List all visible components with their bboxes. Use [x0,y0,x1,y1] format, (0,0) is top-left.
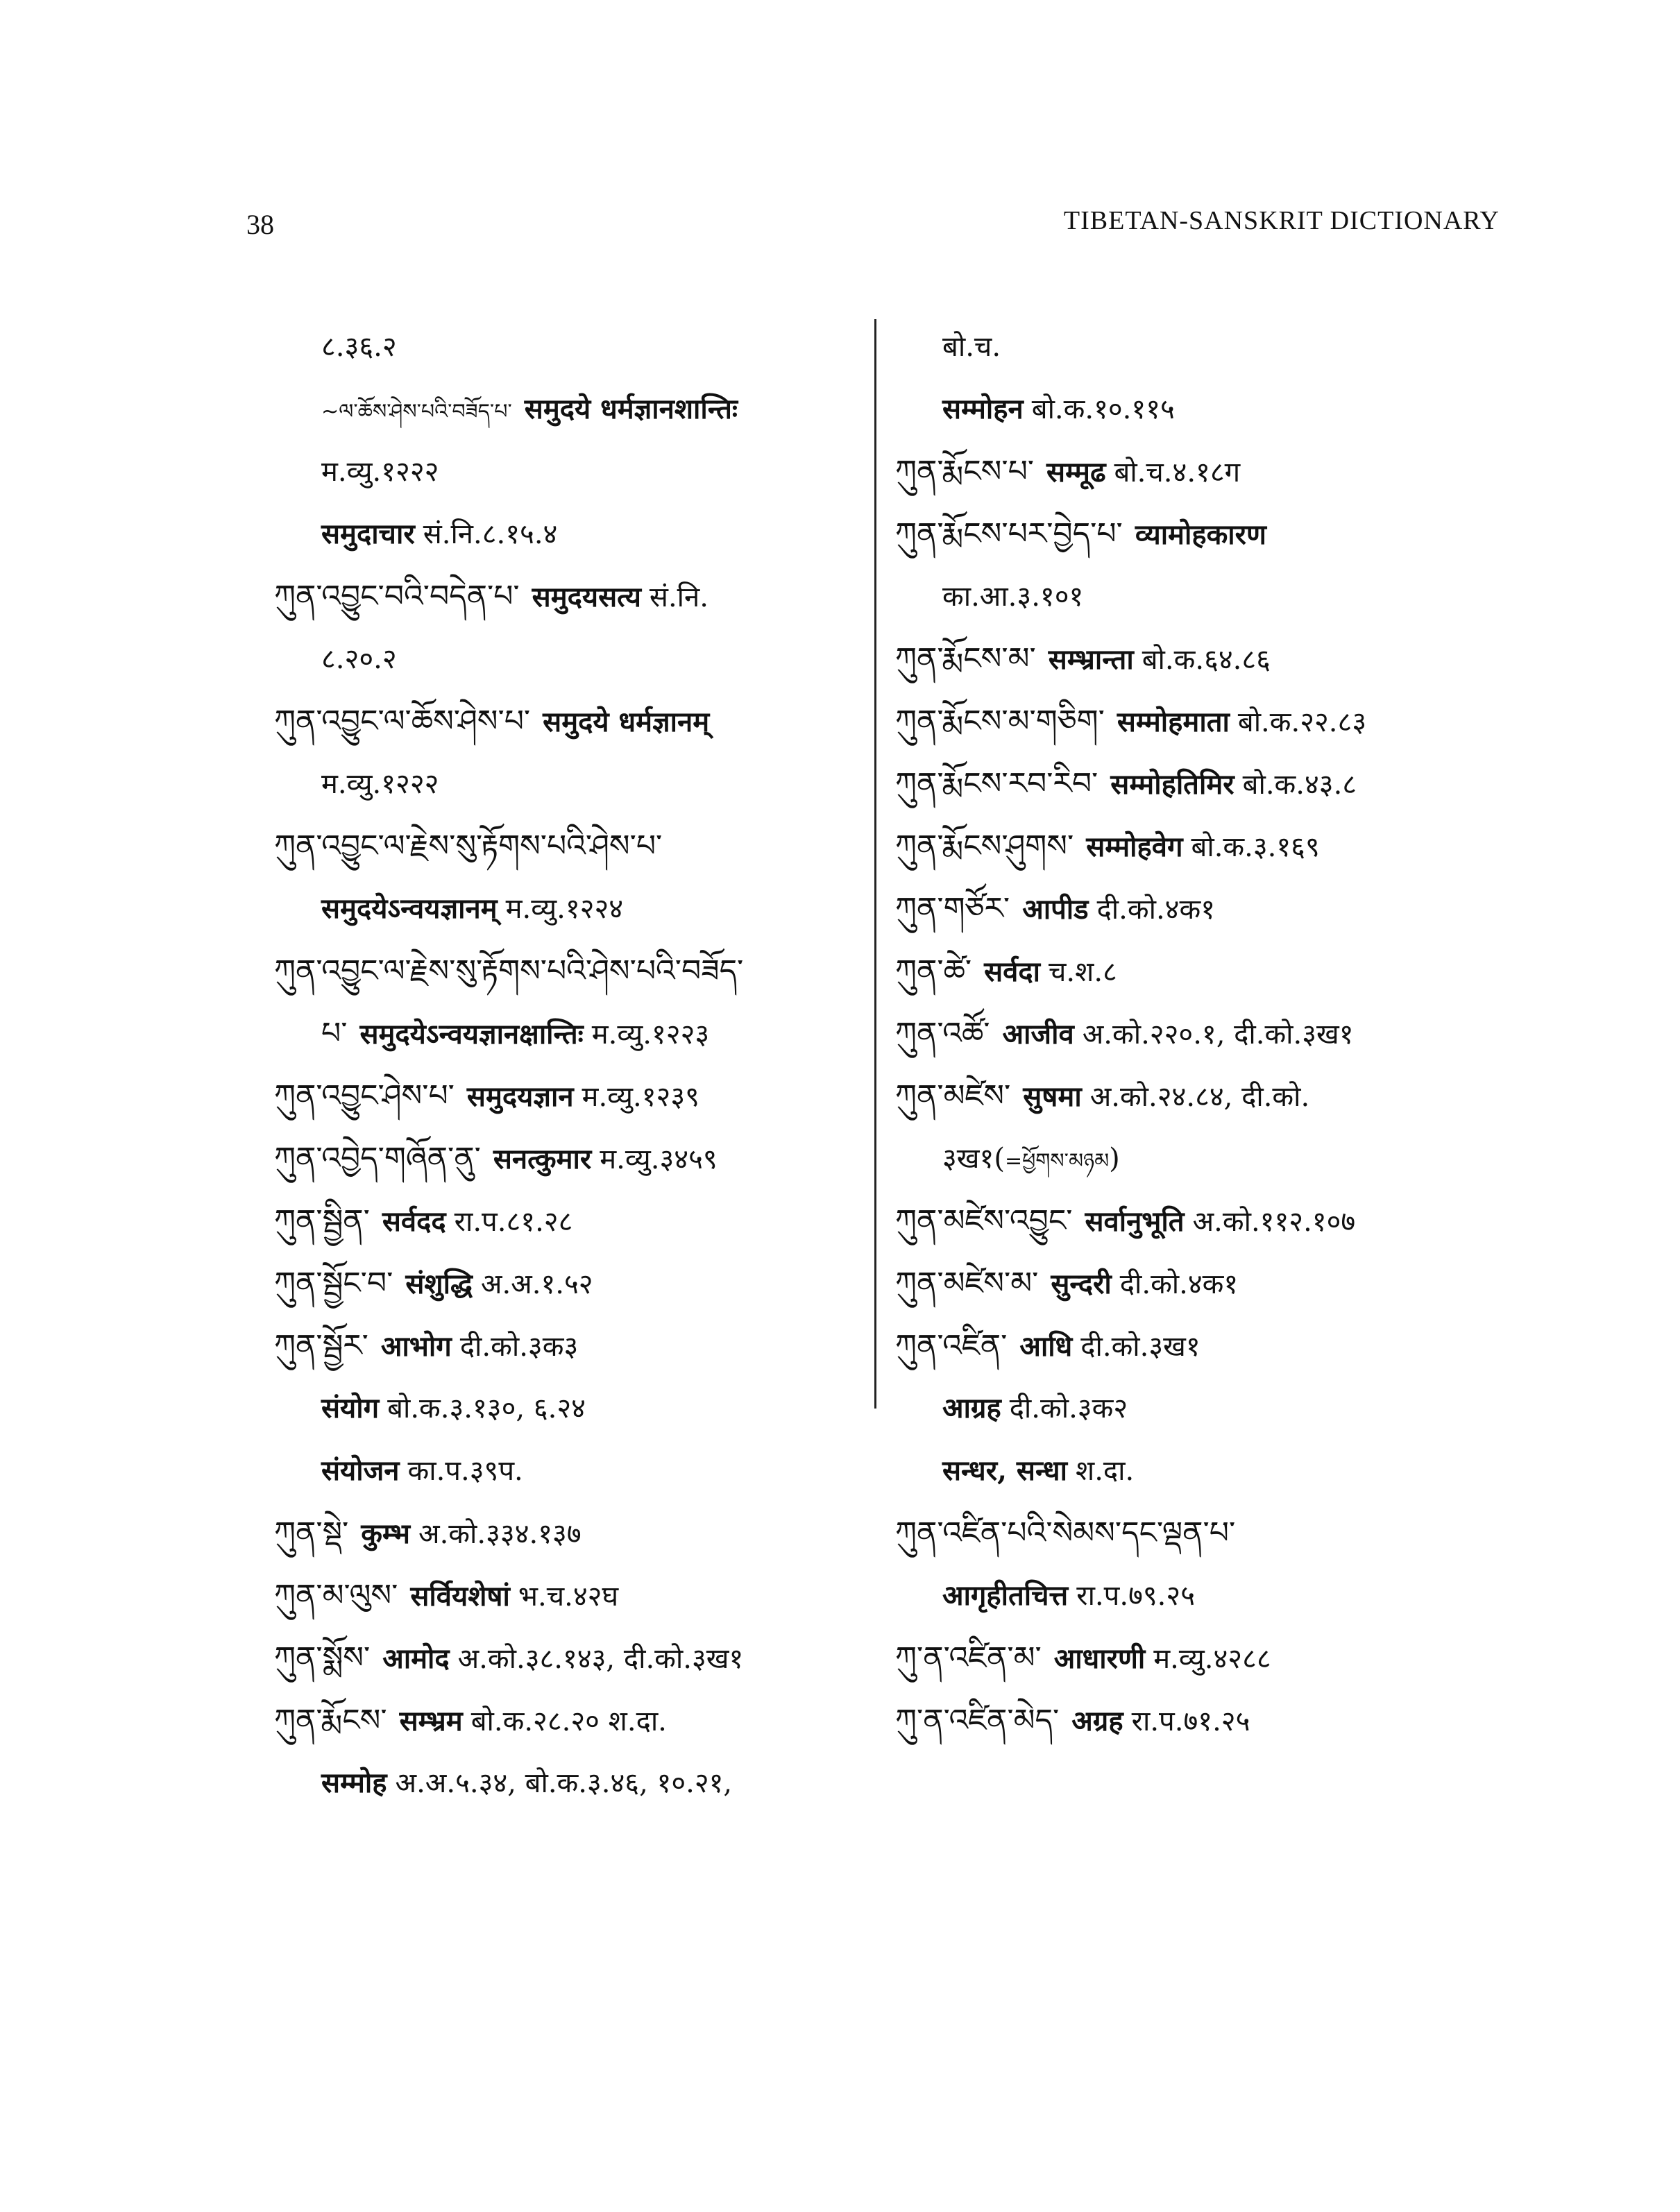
source-reference: बो.क.६४.८६ [1142,644,1271,676]
sanskrit-equivalent: सुषमा [1023,1080,1082,1113]
tibetan-headword: ཀུན་འབྱུང་ལ་རྗེས་སུ་རྟོགས་པའི་ཤེས་པ་ [274,828,663,864]
tibetan-headword: ཀུན་འབྱུང་ལ་རྗེས་སུ་རྟོགས་པའི་ཤེས་པའི་བཟོད་ [274,953,744,989]
entry-continuation [895,565,1506,628]
sanskrit-equivalent: आपीड [1022,893,1089,926]
dictionary-entry [895,503,1506,565]
tibetan-headword: ཀུན་འཚོ་ [895,1016,990,1051]
source-reference: दी.को.४क१ [1096,894,1215,926]
sanskrit-equivalent: समुदये धर्मज्ञानम् [543,706,710,738]
source-reference: बो.क.१०.११५ [1031,393,1175,425]
sanskrit-equivalent: सम्मोहन [942,393,1024,425]
dictionary-entry [895,1315,1506,1377]
dictionary-entry [895,690,1506,753]
tibetan-headword: ཀུན་མཛེས་མ་ [895,1266,1039,1301]
right-column [895,316,1506,1752]
tibetan-headword: ཀུན་མ་ལུས་ [274,1578,398,1613]
source-reference: श.दा. [1076,1455,1135,1487]
dictionary-entry [895,878,1506,940]
source-reference: सं.नि.८.१५.४ [423,518,558,550]
reference-text: ८.३६.२ [321,331,397,363]
source-reference: म.व्यु.४२८८ [1153,1643,1271,1675]
source-reference: रा.प.८१.२८ [454,1206,573,1238]
sanskrit-equivalent: सम्मोहवेग [1086,831,1183,863]
tibetan-headword: ཀུན་འབྱེད་གཞོན་ནུ་ [274,1141,481,1176]
reference-text: बो.च. [942,331,1001,363]
dictionary-entry [274,1315,864,1377]
source-reference: च.श.८ [1049,956,1117,988]
dictionary-entry [895,815,1506,878]
sanskrit-equivalent: संशुद्धि [405,1268,473,1300]
sanskrit-equivalent: समुदयेऽन्वयज्ञानम् [321,892,498,925]
sanskrit-equivalent: सर्वदद [382,1205,446,1238]
source-reference: अ.को.३८.१४३, दी.को.३ख१ [457,1643,744,1675]
tibetan-headword: ཀུན་ཚེ་ [895,953,972,989]
source-reference: अ.को.३३४.१३७ [418,1518,582,1550]
source-reference: अ.अ.५.३४, बो.क.३.४६, १०.२१, [395,1767,733,1799]
source-reference: म.व्यु.१२३९ [582,1081,699,1113]
tibetan-headword: ཀུན་སྨོས་ [274,1640,371,1676]
entry-continuation [895,1440,1506,1502]
tibetan-headword: ཀུན་རྨོངས་མ་གཅིག་ [895,704,1105,739]
source-reference: अ.को.२४.८४, दी.को. [1089,1081,1310,1113]
sanskrit-equivalent: आमोद [382,1642,450,1675]
entry-continuation [274,1377,864,1440]
source-reference: बो.क.४३.८ [1242,769,1357,801]
source-reference: बो.क.२२.८३ [1237,706,1367,738]
entry-continuation [274,753,864,815]
dictionary-entry [274,565,864,628]
dictionary-entry [274,690,864,753]
sanskrit-equivalent: सनत्कुमार [493,1143,592,1175]
tibetan-headword: ཀུན་སྦྱིན་ [274,1203,370,1239]
source-reference: बो.क.३.१६९ [1191,831,1320,863]
entry-continuation [274,441,864,503]
source-reference: म.व्यु.१२२४ [505,893,624,925]
dictionary-entry [895,1627,1506,1690]
sanskrit-equivalent: आधि [1019,1330,1073,1363]
dictionary-entry [274,1502,864,1565]
reference-text: ८.२०.२ [321,643,397,675]
sanskrit-equivalent: आभोग [380,1330,452,1363]
tibetan-headword: ཀུན་འབྱུང་ཤེས་པ་ [274,1078,455,1114]
dictionary-entry [895,1003,1506,1065]
dictionary-entry [895,1190,1506,1252]
sanskrit-equivalent: सर्वानुभूति [1085,1205,1185,1238]
dictionary-entry [274,1065,864,1128]
tibetan-headword: ཀུན་རྨོངས་རབ་རིབ་ [895,766,1098,801]
dictionary-entry [895,441,1506,503]
tibetan-headword: ཀུན་མཛེས་ [895,1078,1011,1114]
sanskrit-equivalent: समुदयेऽन्वयज्ञानक्षान्तिः [359,1018,584,1050]
tibetan-headword: ཀུན་སྡེ་ [274,1515,349,1551]
reference-text: का.आ.३.१०१ [942,581,1084,613]
entry-continuation [274,1440,864,1502]
entry-continuation [274,378,864,441]
running-head: TIBETAN-SANSKRIT DICTIONARY [1063,206,1500,235]
source-reference: दी.को.४क१ [1119,1268,1239,1300]
sanskrit-equivalent: सम्मोहमाता [1117,706,1230,738]
dictionary-entry [895,753,1506,815]
source-reference: बो.क.३.१३०, ६.२४ [387,1393,586,1424]
tibetan-headword: པ་ [321,1016,348,1051]
dictionary-entry [274,1128,864,1190]
sanskrit-equivalent: आग्रह [942,1392,1001,1424]
sanskrit-equivalent: आधारणी [1053,1642,1146,1675]
tibetan-note: =ཕྱོགས་མཉམ [1004,1149,1110,1173]
tibetan-headword: ~ལ་ཆོས་ཤེས་པའི་བཟོད་པ་ [321,400,512,424]
dictionary-entry [895,1065,1506,1128]
tibetan-headword: ཀུན་སྦྱོང་བ་ [274,1266,393,1301]
dictionary-entry [274,1190,864,1252]
sanskrit-equivalent: समुदये धर्मज्ञानशान्तिः [524,393,738,425]
sanskrit-equivalent: समुदाचार [321,518,415,550]
sanskrit-equivalent: सम्मोह [321,1767,387,1799]
tibetan-headword: ཀུན་རྨོངས་ཤུགས་ [895,828,1074,864]
sanskrit-equivalent: आगृहीतचित्त [942,1579,1069,1612]
source-reference: रा.प.७९.२५ [1076,1580,1195,1612]
dictionary-entry [274,1565,864,1627]
tibetan-headword: ཀུན་འབྱུང་བའི་བདེན་པ་ [274,579,520,614]
source-reference: भ.च.४२घ [518,1581,619,1613]
dictionary-entry [895,1502,1506,1565]
page-number: 38 [246,209,274,240]
dictionary-entry [274,1252,864,1315]
entry-continuation [274,1003,864,1065]
source-reference: अ.अ.१.५२ [480,1268,593,1300]
reference-text: ३ख१( [942,1143,1005,1175]
sanskrit-equivalent: व्यामोहकारण [1135,518,1266,551]
source-reference: बो.च.४.१८ग [1114,457,1241,488]
dictionary-entry [895,628,1506,690]
entry-continuation [895,1565,1506,1627]
sanskrit-equivalent: सम्भ्रम [399,1705,463,1737]
entry-continuation [895,1128,1506,1190]
tibetan-headword: ཀུ་ན་འཛིན་མེད་ [895,1703,1060,1738]
source-reference: दी.को.३क२ [1009,1393,1128,1424]
left-column [274,316,864,1814]
dictionary-entry [274,815,864,878]
dictionary-entry [274,1690,864,1752]
sanskrit-equivalent: समुदयज्ञान [466,1080,574,1113]
note-close: ) [1109,1143,1120,1175]
dictionary-entry [895,940,1506,1003]
sanskrit-equivalent: सर्वदा [984,955,1041,988]
tibetan-headword: ཀུན་མཛེས་འབྱུང་ [895,1203,1073,1239]
sanskrit-equivalent: संयोग [321,1392,380,1424]
column-divider [874,319,876,1409]
entry-continuation [895,378,1506,441]
source-reference: म.व्यु.१२२३ [591,1019,710,1050]
source-reference: दी.को.३क३ [459,1331,579,1363]
reference-text: म.व्यु.१२२२ [321,456,439,488]
entry-continuation [274,503,864,565]
sanskrit-equivalent: कुम्भ [361,1517,411,1550]
tibetan-headword: ཀུན་འབྱུང་ལ་ཆོས་ཤེས་པ་ [274,704,531,739]
reference-text: म.व्यु.१२२२ [321,768,439,800]
sanskrit-equivalent: संयोजन [321,1454,400,1487]
source-reference: का.प.३९प. [407,1455,523,1487]
source-reference: बो.क.२८.२० श.दा. [470,1705,667,1737]
source-reference: सं.नि. [649,581,709,613]
entry-continuation [895,1377,1506,1440]
source-reference: म.व्यु.३४५९ [600,1143,718,1175]
dictionary-entry [274,940,864,1003]
tibetan-headword: ཀུན་རྨོངས་པ་ [895,454,1035,489]
dictionary-entry [895,1252,1506,1315]
dictionary-entry [895,1690,1506,1752]
entry-continuation [274,628,864,690]
sanskrit-equivalent: अग्रह [1071,1705,1123,1737]
tibetan-headword: ཀུན་རྨོངས་པར་བྱེད་པ་ [895,516,1123,552]
sanskrit-equivalent: सन्धर, सन्धा [942,1454,1068,1487]
entry-continuation [274,1752,864,1814]
tibetan-headword: ཀུན་རྨོངས་མ་ [895,641,1036,677]
sanskrit-equivalent: सम्मोहतिमिर [1110,768,1234,801]
sanskrit-equivalent: सम्भ्रान्ता [1048,643,1134,676]
entry-continuation [274,316,864,378]
sanskrit-equivalent: सम्मूढ [1046,456,1106,488]
dictionary-entry [274,1627,864,1690]
sanskrit-equivalent: समुदयसत्य [532,581,641,613]
tibetan-headword: ཀུན་རྨོངས་ [274,1703,387,1738]
entry-continuation [895,316,1506,378]
sanskrit-equivalent: सुन्दरी [1051,1268,1112,1300]
tibetan-headword: ཀུན་གཙོར་ [895,891,1010,926]
tibetan-headword: ཀུན་འཛིན་ [895,1328,1008,1363]
tibetan-headword: ཀུན་འཛིན་པའི་སེམས་དང་ལྡན་པ་ [895,1515,1236,1551]
source-reference: रा.प.७१.२५ [1131,1705,1250,1737]
sanskrit-equivalent: सर्वियशेषां [410,1580,510,1613]
sanskrit-equivalent: आजीव [1002,1018,1074,1050]
source-reference: अ.को.२२०.१, दी.को.३ख१ [1082,1019,1354,1050]
source-reference: दी.को.३ख१ [1080,1331,1200,1363]
entry-continuation [274,878,864,940]
tibetan-headword: ཀུ་ན་འཛིན་མ་ [895,1640,1042,1676]
tibetan-headword: ཀུན་སྦྱོར་ [274,1328,368,1363]
source-reference: अ.को.११२.१०७ [1192,1206,1356,1238]
